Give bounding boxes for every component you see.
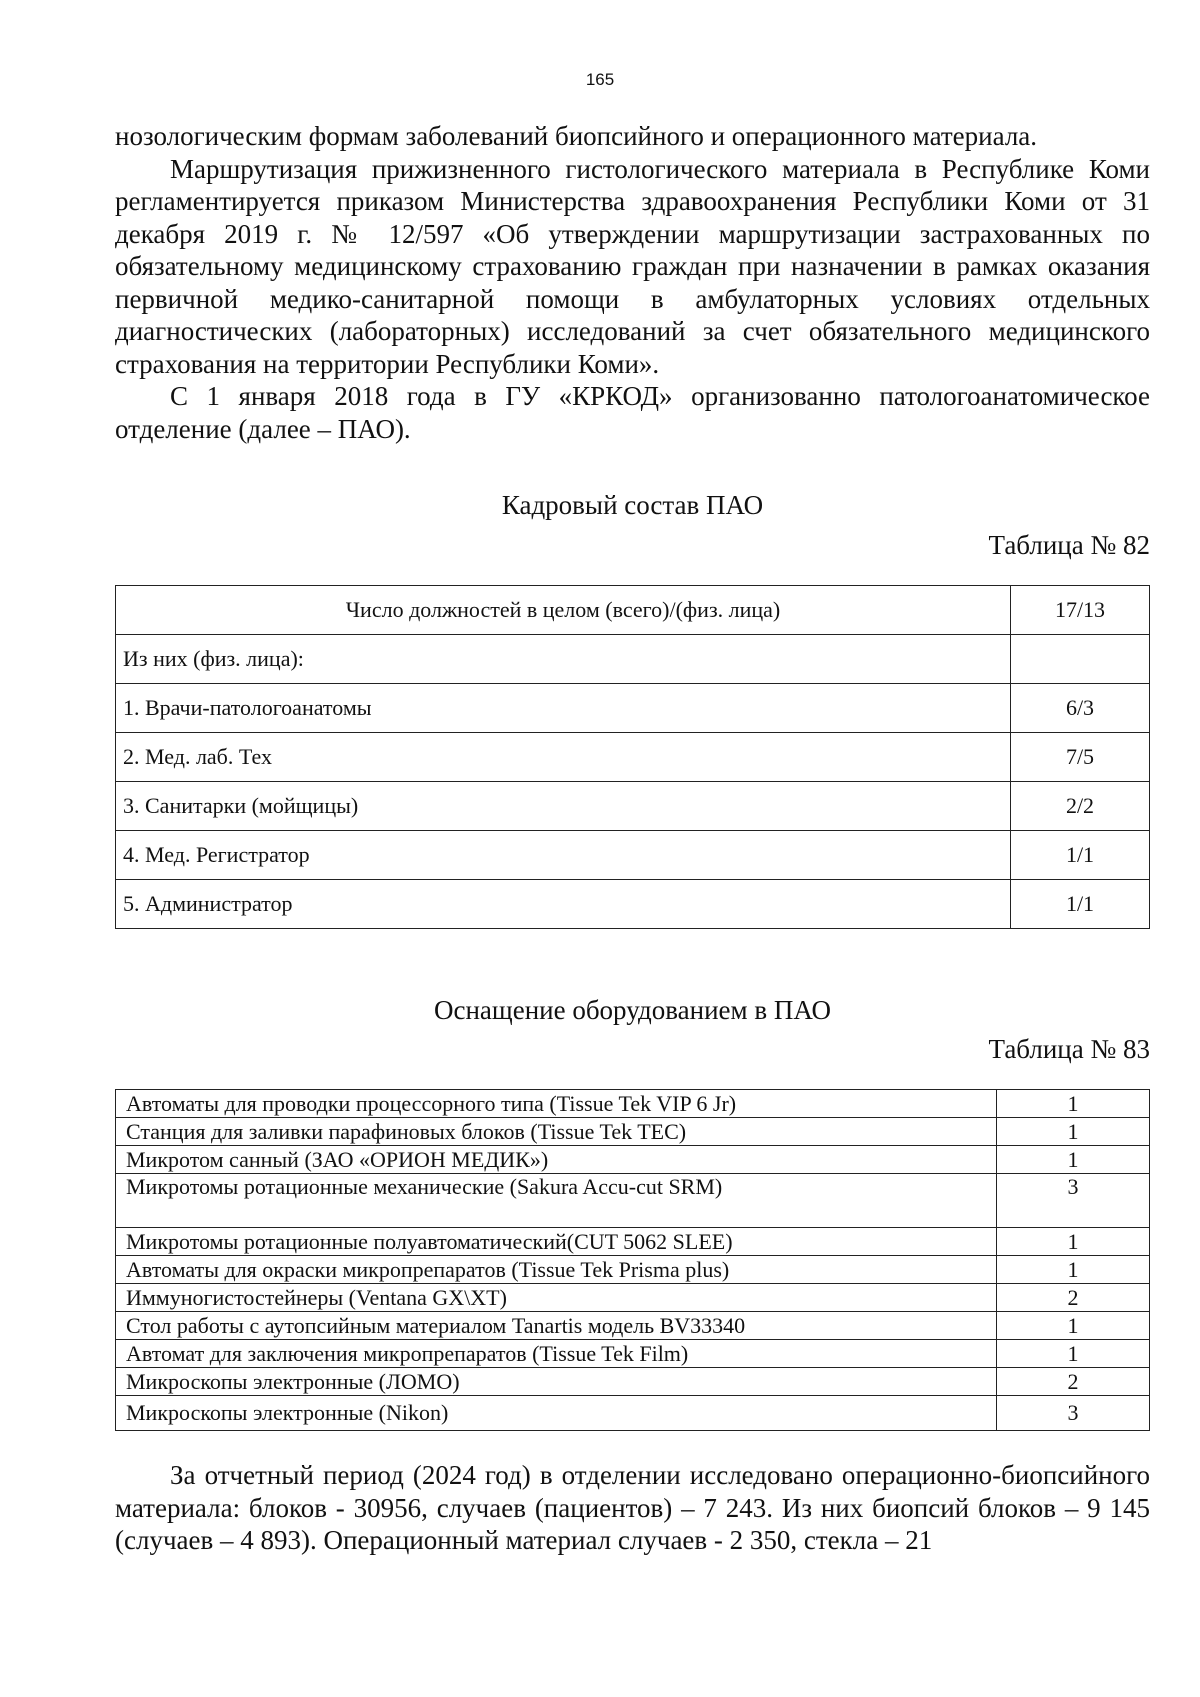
equipment-count-cell: 3 bbox=[997, 1174, 1150, 1228]
table-row bbox=[116, 1146, 1150, 1174]
staff-value-cell: 2/2 bbox=[1011, 782, 1150, 831]
table-row bbox=[116, 1284, 1150, 1312]
table-row bbox=[116, 1396, 1150, 1431]
staff-name-cell: Число должностей в целом (всего)/(физ. лица) bbox=[116, 586, 1011, 635]
table-row bbox=[116, 1228, 1150, 1256]
table-row bbox=[116, 1312, 1150, 1340]
staff-value-cell: 7/5 bbox=[1011, 733, 1150, 782]
equipment-name-cell: Автомат для заключения микропрепаратов (Tissue Tek Film) bbox=[116, 1340, 997, 1368]
table-row bbox=[116, 1368, 1150, 1396]
equipment-count-cell: 1 bbox=[997, 1340, 1150, 1368]
paragraph-3: С 1 января 2018 года в ГУ «КРКОД» организованно патологоанатомическое отделение (далее – ПАО). bbox=[115, 381, 1150, 444]
equipment-name-cell: Микротомы ротационные механические (Sakura Accu-cut SRM) bbox=[116, 1174, 997, 1228]
paragraph-1: нозологическим формам заболеваний биопсийного и операционного материала. bbox=[115, 121, 1038, 151]
staff-name-cell: 1. Врачи-патологоанатомы bbox=[116, 684, 1011, 733]
staff-value-cell: 1/1 bbox=[1011, 880, 1150, 929]
table82-title: Кадровый состав ПАО bbox=[501, 490, 764, 520]
table-row bbox=[116, 782, 1150, 831]
table-row bbox=[116, 1118, 1150, 1146]
table-row bbox=[116, 1174, 1150, 1228]
equipment-name-cell: Автоматы для окраски микропрепаратов (Tissue Tek Prisma plus) bbox=[116, 1256, 997, 1284]
equipment-count-cell: 2 bbox=[997, 1284, 1150, 1312]
table-row bbox=[116, 880, 1150, 929]
equipment-name-cell: Микротомы ротационные полуавтоматический(CUT 5062 SLEE) bbox=[116, 1228, 997, 1256]
table-row bbox=[116, 586, 1150, 635]
staff-value-cell: 6/3 bbox=[1011, 684, 1150, 733]
table-row bbox=[116, 733, 1150, 782]
equipment-name-cell: Микроскопы электронные (ЛОМО) bbox=[116, 1368, 997, 1396]
staff-value-cell: 17/13 bbox=[1011, 586, 1150, 635]
staff-name-cell: 4. Мед. Регистратор bbox=[116, 831, 1011, 880]
table-row bbox=[116, 635, 1150, 684]
staff-value-cell bbox=[1011, 635, 1150, 684]
table82-label: Таблица № 82 bbox=[988, 530, 1150, 560]
equipment-count-cell: 1 bbox=[997, 1146, 1150, 1174]
equipment-name-cell: Стол работы с аутопсийным материалом Tanartis модель BV33340 bbox=[116, 1312, 997, 1340]
staff-table bbox=[115, 585, 1150, 929]
table-row bbox=[116, 1256, 1150, 1284]
equipment-name-cell: Иммуногистостейнеры (Ventana GX\XT) bbox=[116, 1284, 997, 1312]
equipment-count-cell: 2 bbox=[997, 1368, 1150, 1396]
equipment-name-cell: Станция для заливки парафиновых блоков (Tissue Tek TEC) bbox=[116, 1118, 997, 1146]
equipment-count-cell: 1 bbox=[997, 1228, 1150, 1256]
staff-name-cell: 3. Санитарки (мойщицы) bbox=[116, 782, 1011, 831]
table-row bbox=[116, 1340, 1150, 1368]
equipment-count-cell: 1 bbox=[997, 1312, 1150, 1340]
equipment-count-cell: 1 bbox=[997, 1118, 1150, 1146]
table-row bbox=[116, 1090, 1150, 1118]
table83-label: Таблица № 83 bbox=[988, 1034, 1150, 1064]
staff-name-cell: 5. Администратор bbox=[116, 880, 1011, 929]
equipment-count-cell: 1 bbox=[997, 1256, 1150, 1284]
equipment-table bbox=[115, 1089, 1150, 1431]
table-row bbox=[116, 684, 1150, 733]
staff-value-cell: 1/1 bbox=[1011, 831, 1150, 880]
paragraph-2: Маршрутизация прижизненного гистологического материала в Республике Коми регламентируется приказом Министерства здравоохранения Республики Коми от 31 декабря 2019 г. № 12/597 «Об утверждении маршрутизации застрахованных по обязательному медицинскому страхованию граждан при назначении в рамках оказания первичной медико-санитарной помощи в амбулаторных условиях отдельных диагностических (лабораторных) исследований за счет обязательного медицинского страхования на территории Республики Коми». bbox=[115, 153, 1150, 379]
document-body bbox=[115, 120, 1150, 1557]
staff-name-cell: Из них (физ. лица): bbox=[116, 635, 1011, 684]
equipment-count-cell: 3 bbox=[997, 1396, 1150, 1431]
equipment-name-cell: Микроскопы электронные (Nikon) bbox=[116, 1396, 997, 1431]
table83-title: Оснащение оборудованием в ПАО bbox=[434, 995, 831, 1025]
page-number: 165 bbox=[585, 70, 615, 89]
table-row bbox=[116, 831, 1150, 880]
equipment-count-cell: 1 bbox=[997, 1090, 1150, 1118]
staff-name-cell: 2. Мед. лаб. Тех bbox=[116, 733, 1011, 782]
equipment-name-cell: Автоматы для проводки процессорного типа (Tissue Tek VIP 6 Jr) bbox=[116, 1090, 997, 1118]
paragraph-4: За отчетный период (2024 год) в отделении исследовано операционно-биопсийного материала: блоков - 30956, случаев (пациентов) – 7 243. Из них биопсий блоков – 9 145 (случаев – 4 893). Операционный материал случаев - 2 350, стекла – 21 bbox=[115, 1460, 1150, 1555]
equipment-name-cell: Микротом санный (ЗАО «ОРИОН МЕДИК») bbox=[116, 1146, 997, 1174]
